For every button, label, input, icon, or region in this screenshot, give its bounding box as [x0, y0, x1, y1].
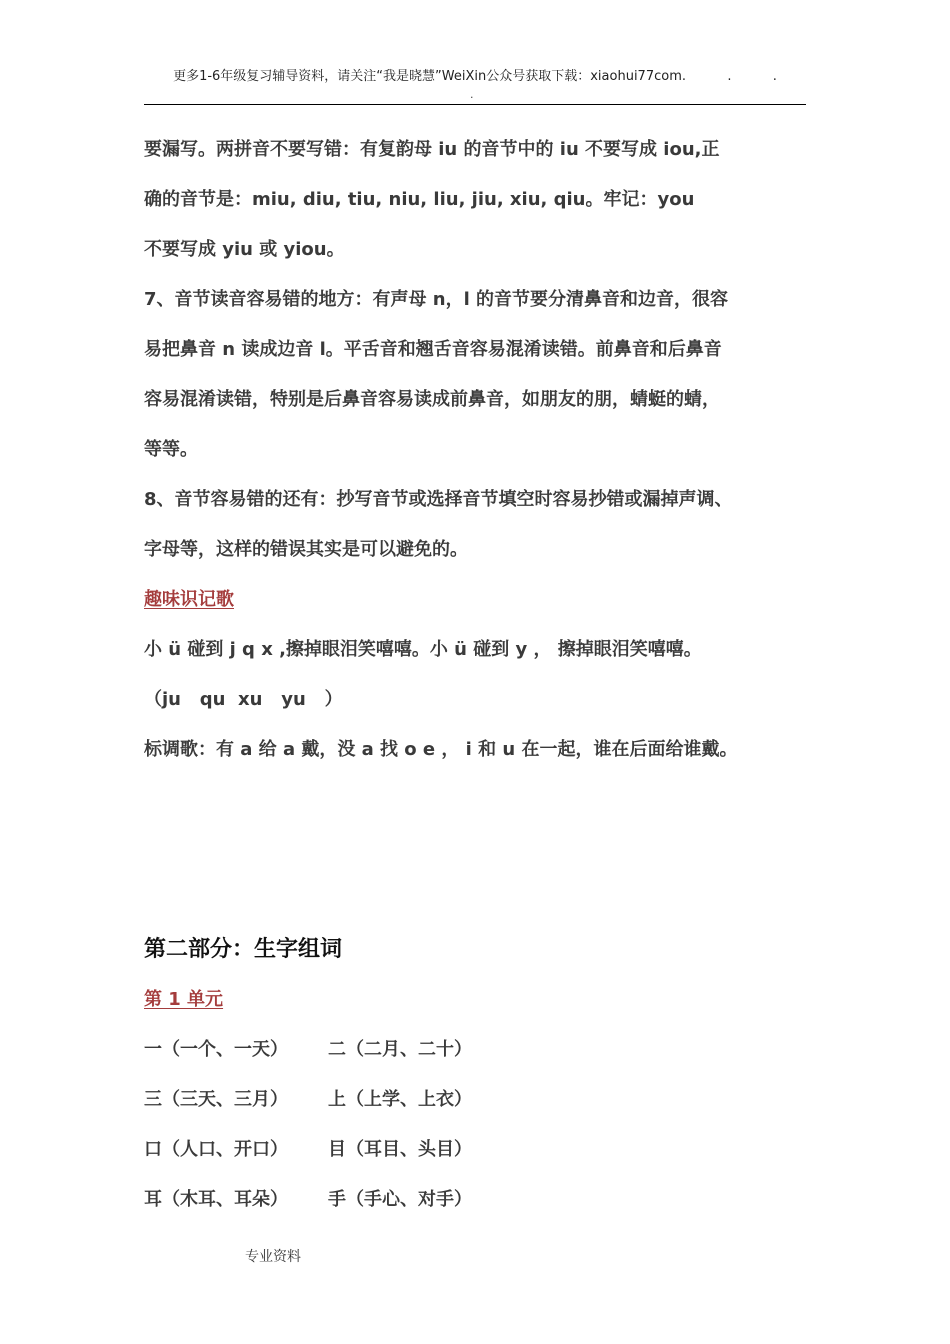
spacer [144, 775, 809, 925]
document-body [144, 125, 809, 1225]
page-footer: 专业资料 [245, 1249, 301, 1265]
paragraph-line: 容易混淆读错，特别是后鼻音容易读成前鼻音，如朋友的朋，蜻蜓的蜻， [144, 389, 720, 410]
paragraph-line: 等等。 [144, 439, 198, 460]
header-text: 更多1-6年级复习辅导资料，请关注“我是晓慧”WeiXin公众号获取下载：xiaohui77com. [173, 69, 686, 84]
unit-heading-text: 第 1 单元 [144, 989, 224, 1010]
vocab-entry: 手（手心、对手） [328, 1189, 472, 1210]
paragraph-line: 不要写成 yiu 或 yiou。 [144, 239, 345, 260]
paragraph-line: 字母等，这样的错误其实是可以避免的。 [144, 539, 468, 560]
paragraph-line: 8、音节容易错的还有：抄写音节或选择音节填空时容易抄错或漏掉声调、 [144, 489, 733, 510]
paragraph-line: 确的音节是：miu, diu, tiu, niu, liu, jiu, xiu, qiu。牢记：you [144, 189, 695, 210]
header-rule [144, 104, 806, 105]
vocab-row [144, 1075, 809, 1125]
vocab-row [144, 1175, 809, 1225]
song-line: （ju qu xu yu ） [144, 689, 343, 710]
fun-heading [144, 575, 809, 625]
vocab-entry: 上（上学、上衣） [328, 1089, 472, 1110]
vocab-row [144, 1125, 809, 1175]
vocab-entry: 耳（木耳、耳朵） [144, 1189, 288, 1210]
paragraph-line: 7、音节读音容易错的地方：有声母 n，l 的音节要分清鼻音和边音，很容 [144, 289, 729, 310]
header-dot: . [470, 88, 474, 101]
part-title: 第二部分：生字组词 [144, 937, 343, 962]
vocab-entry: 三（三天、三月） [144, 1089, 288, 1110]
vocab-entry: 二（二月、二十） [328, 1039, 472, 1060]
vocab-entry: 一（一个、一天） [144, 1039, 288, 1060]
unit-heading [144, 975, 809, 1025]
fun-heading-text: 趣味识记歌 [144, 589, 234, 610]
song-line: 小 ü 碰到 j q x ,擦掉眼泪笑嘻嘻。小 ü 碰到 y ， 擦掉眼泪笑嘻嘻。 [144, 639, 702, 660]
vocab-entry: 目（耳目、头目） [328, 1139, 472, 1160]
song-line: 标调歌：有 a 给 a 戴，没 a 找 o e ， i 和 u 在一起，谁在后面给谁戴。 [144, 739, 738, 760]
paragraph-line: 要漏写。两拼音不要写错：有复韵母 iu 的音节中的 iu 不要写成 iou,正 [144, 139, 720, 160]
page-header [144, 66, 806, 88]
header-dots: . . [686, 69, 777, 84]
vocab-entry: 口（人口、开口） [144, 1139, 288, 1160]
vocab-row [144, 1025, 809, 1075]
paragraph-line: 易把鼻音 n 读成边音 l。平舌音和翘舌音容易混淆读错。前鼻音和后鼻音 [144, 339, 722, 360]
